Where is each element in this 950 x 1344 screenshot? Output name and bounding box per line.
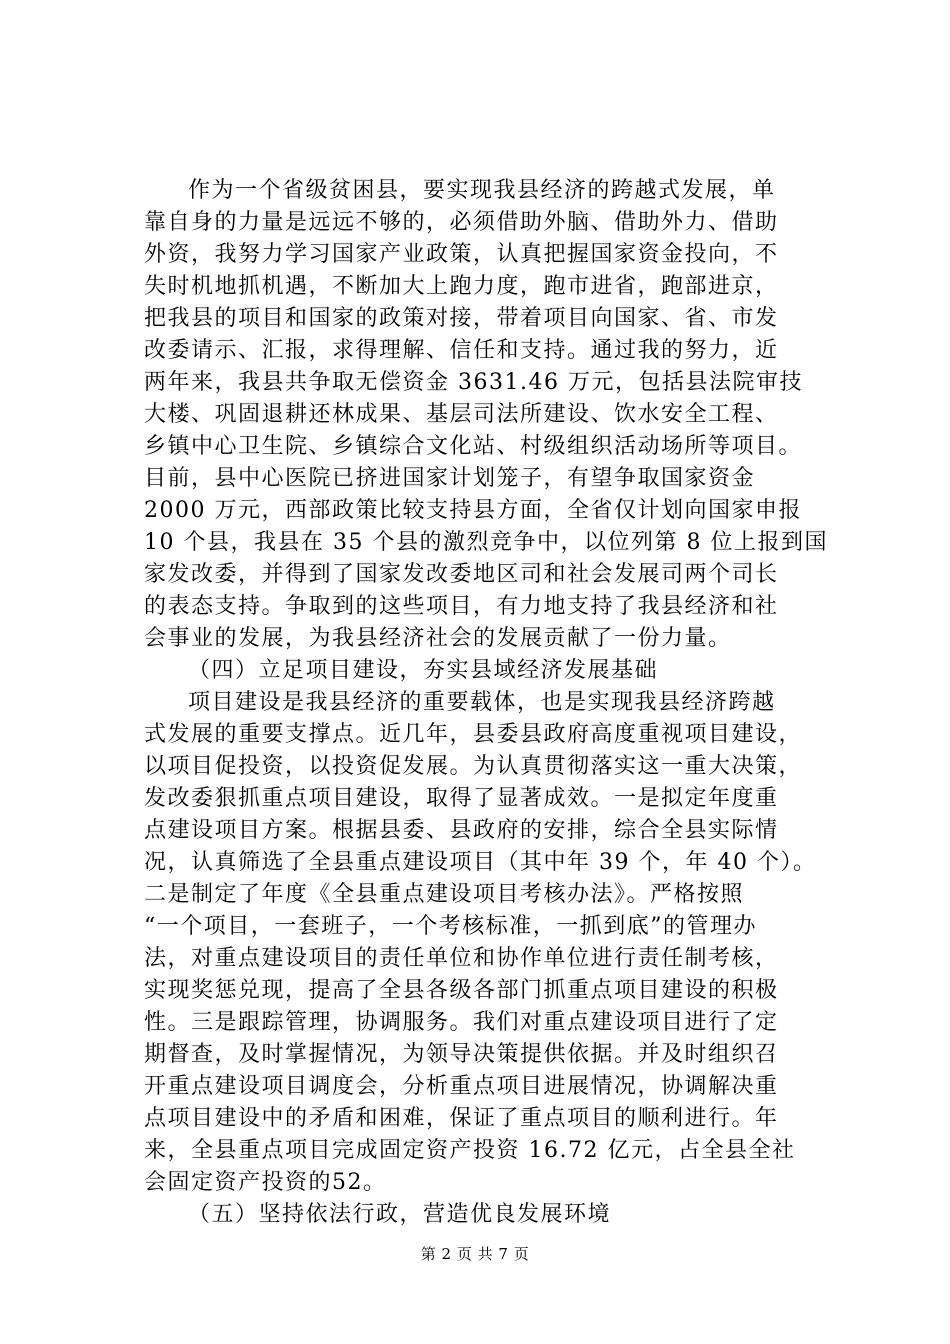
paragraph-line: 来，全县重点项目完成固定资产投资 16.72 亿元，占全县全社: [144, 1138, 796, 1163]
page-number-footer: 第 2 页 共 7 页: [420, 1245, 530, 1263]
paragraph-line: 失时机地抓机遇，不断加大上跑力度，跑市进省，跑部进京，: [144, 274, 779, 299]
paragraph-line: 法，对重点建设项目的责任单位和协作单位进行责任制考核，: [144, 946, 779, 971]
paragraph-line: 家发改委，并得到了国家发改委地区司和社会发展司两个司长: [144, 562, 779, 587]
paragraph-line: 靠自身的力量是远远不够的，必须借助外脑、借助外力、借助: [144, 210, 779, 235]
section-heading: （五）坚持依法行政，营造优良发展环境: [188, 1202, 612, 1227]
paragraph-line: “一个项目，一套班子，一个考核标准，一抓到底”的管理办: [144, 914, 757, 939]
paragraph-line: 的表态支持。争取到的这些项目，有力地支持了我县经济和社: [144, 594, 779, 619]
paragraph-line: 会固定资产投资的52。: [144, 1170, 387, 1195]
paragraph-line: 期督查，及时掌握情况，为领导决策提供依据。并及时组织召: [144, 1042, 779, 1067]
paragraph-line: 二是制定了年度《全县重点建设项目考核办法》。严格按照: [144, 882, 745, 907]
paragraph-line: 点建设项目方案。根据县委、县政府的安排，综合全县实际情: [144, 818, 779, 843]
paragraph-line: 目前，县中心医院已挤进国家计划笼子，有望争取国家资金: [144, 466, 756, 491]
paragraph-line: 开重点建设项目调度会，分析重点项目进展情况，协调解决重: [144, 1074, 779, 1099]
section-heading: （四）立足项目建设，夯实县域经济发展基础: [188, 658, 659, 683]
paragraph-line: 况，认真筛选了全县重点建设项目（其中年 39 个，年 40 个）。: [144, 850, 817, 875]
paragraph-line: 实现奖惩兑现，提高了全县各级各部门抓重点项目建设的积极: [144, 978, 779, 1003]
paragraph-line: 项目建设是我县经济的重要载体，也是实现我县经济跨越: [188, 690, 776, 715]
paragraph-line: 发改委狠抓重点项目建设，取得了显著成效。一是拟定年度重: [144, 786, 779, 811]
paragraph-line: 以项目促投资，以投资促发展。为认真贯彻落实这一重大决策，: [144, 754, 803, 779]
paragraph-line: 式发展的重要支撑点。近几年，县委县政府高度重视项目建设，: [144, 722, 803, 747]
paragraph-line: 外资，我努力学习国家产业政策，认真把握国家资金投向，不: [144, 242, 779, 267]
paragraph-line: 大楼、巩固退耕还林成果、基层司法所建设、饮水安全工程、: [144, 402, 779, 427]
paragraph-line: 10 个县，我县在 35 个县的激烈竞争中，以位列第 8 位上报到国: [144, 530, 828, 555]
paragraph-line: 2000 万元，西部政策比较支持县方面，全省仅计划向国家申报: [144, 498, 802, 523]
paragraph-line: 性。三是跟踪管理，协调服务。我们对重点建设项目进行了定: [144, 1010, 779, 1035]
paragraph-line: 改委请示、汇报，求得理解、信任和支持。通过我的努力，近: [144, 338, 779, 363]
paragraph-line: 把我县的项目和国家的政策对接，带着项目向国家、省、市发: [144, 306, 779, 331]
paragraph-line: 作为一个省级贫困县，要实现我县经济的跨越式发展，单: [188, 178, 776, 203]
paragraph-line: 乡镇中心卫生院、乡镇综合文化站、村级组织活动场所等项目。: [144, 434, 803, 459]
paragraph-line: 点项目建设中的矛盾和困难，保证了重点项目的顺利进行。年: [144, 1106, 779, 1131]
paragraph-line: 会事业的发展，为我县经济社会的发展贡献了一份力量。: [144, 626, 732, 651]
paragraph-line: 两年来，我县共争取无偿资金 3631.46 万元，包括县法院审技: [144, 370, 803, 395]
